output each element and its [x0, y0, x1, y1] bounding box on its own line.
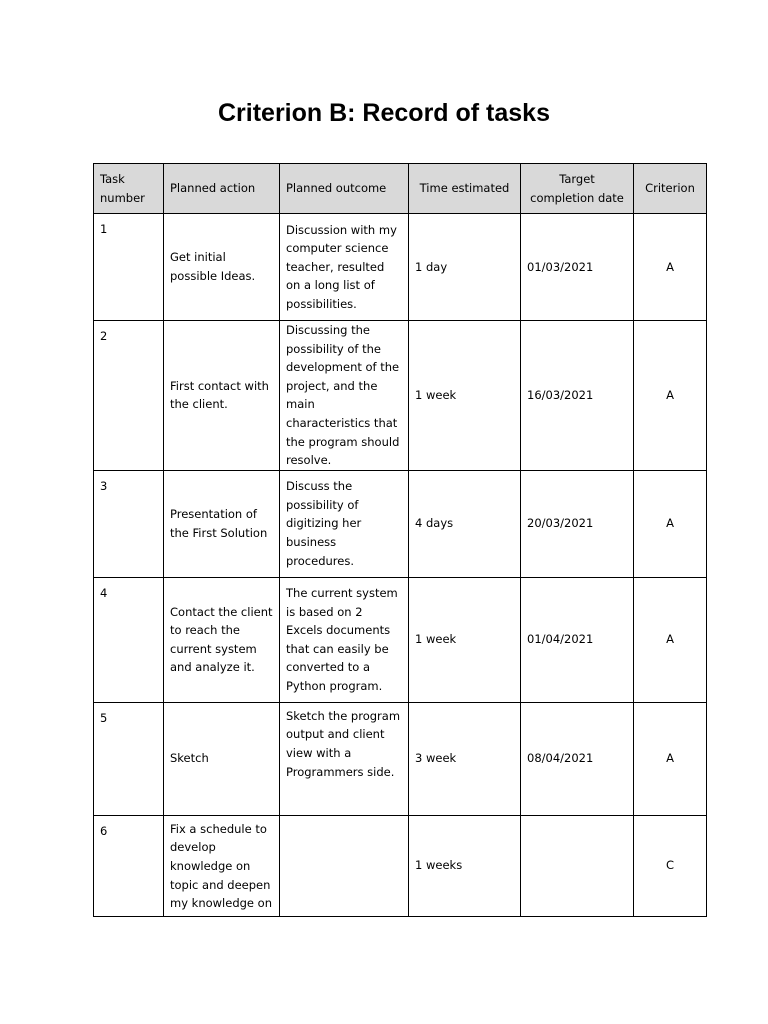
cell-planned-outcome — [280, 815, 409, 916]
cell-criterion: A — [634, 214, 707, 321]
table-header-row — [94, 164, 707, 214]
cell-planned-outcome: The current system is based on 2 Excels documents that can easily be converted to a Python program. — [280, 577, 409, 702]
table-row — [94, 321, 707, 471]
table-row — [94, 214, 707, 321]
header-criterion: Criterion — [634, 164, 707, 214]
cell-target-completion-date: 01/04/2021 — [521, 577, 634, 702]
cell-planned-outcome: Discuss the possibility of digitizing her business procedures. — [280, 470, 409, 577]
cell-planned-action: Sketch — [164, 702, 280, 815]
cell-task-number: 6 — [94, 815, 164, 916]
cell-planned-action: Contact the client to reach the current system and analyze it. — [164, 577, 280, 702]
table-row — [94, 470, 707, 577]
header-time-estimated: Time estimated — [409, 164, 521, 214]
table-row — [94, 815, 707, 916]
cell-criterion: C — [634, 815, 707, 916]
cell-time-estimated: 1 week — [409, 577, 521, 702]
header-planned-action: Planned action — [164, 164, 280, 214]
cell-time-estimated: 4 days — [409, 470, 521, 577]
cell-task-number: 4 — [94, 577, 164, 702]
cell-task-number: 2 — [94, 321, 164, 471]
cell-criterion: A — [634, 321, 707, 471]
cell-planned-outcome: Discussion with my computer science teacher, resulted on a long list of possibilities. — [280, 214, 409, 321]
header-task-number: Task number — [94, 164, 164, 214]
table-row — [94, 702, 707, 815]
cell-time-estimated: 1 week — [409, 321, 521, 471]
page-title: Criterion B: Record of tasks — [217, 99, 550, 127]
cell-time-estimated: 1 day — [409, 214, 521, 321]
cell-planned-action: Fix a schedule to develop knowledge on topic and deepen my knowledge on — [164, 815, 280, 916]
record-of-tasks-table — [93, 163, 707, 917]
cell-target-completion-date: 16/03/2021 — [521, 321, 634, 471]
cell-time-estimated: 1 weeks — [409, 815, 521, 916]
cell-target-completion-date — [521, 815, 634, 916]
table-row — [94, 577, 707, 702]
cell-task-number: 1 — [94, 214, 164, 321]
cell-task-number: 5 — [94, 702, 164, 815]
cell-planned-outcome: Sketch the program output and client view with a Programmers side. — [280, 702, 409, 815]
cell-task-number: 3 — [94, 470, 164, 577]
cell-target-completion-date: 01/03/2021 — [521, 214, 634, 321]
cell-planned-outcome: Discussing the possibility of the development of the project, and the main characteristics that the program should resolve. — [280, 321, 409, 471]
cell-criterion: A — [634, 470, 707, 577]
cell-target-completion-date: 20/03/2021 — [521, 470, 634, 577]
cell-criterion: A — [634, 577, 707, 702]
cell-target-completion-date: 08/04/2021 — [521, 702, 634, 815]
header-target-completion-date: Target completion date — [521, 164, 634, 214]
cell-planned-action: First contact with the client. — [164, 321, 280, 471]
cell-criterion: A — [634, 702, 707, 815]
cell-time-estimated: 3 week — [409, 702, 521, 815]
header-planned-outcome: Planned outcome — [280, 164, 409, 214]
cell-planned-action: Get initial possible Ideas. — [164, 214, 280, 321]
cell-planned-action: Presentation of the First Solution — [164, 470, 280, 577]
